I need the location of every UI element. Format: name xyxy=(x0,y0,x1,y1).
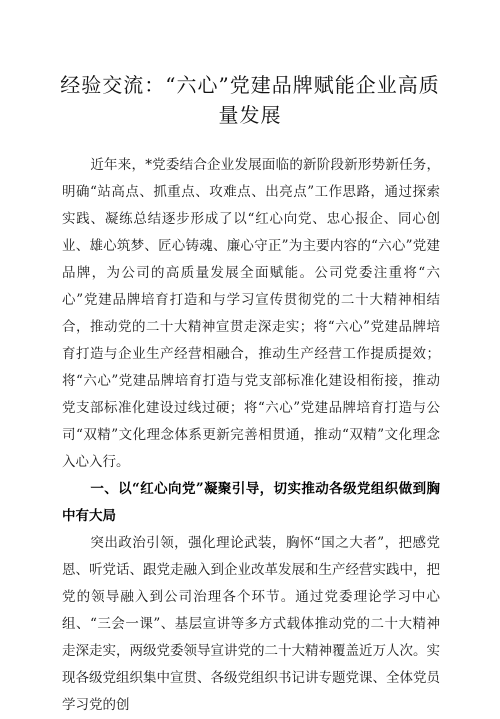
page-title: 经验交流：“六心”党建品牌赋能企业高质量发展 xyxy=(60,73,440,127)
body-paragraph: 近年来，*党委结合企业发展面临的新阶段新形势新任务，明确“站高点、抓重点、攻难点、出亮点”工作思路，通过探索实践、凝练总结逐步形成了以“红心向党、忠心报企、同心创业、雄心筑梦、匠心铸魂、廉心守正”为主要内容的“六心”党建品牌，为公司的高质量发展全面赋能。公司党委注重将“六心”党建品牌培育打造和与学习宣传贯彻党的二十大精神相结合，推动党的二十大精神宣贯走深走实；将“六心”党建品牌培育打造与企业生产经营相融合，推动生产经营工作提质提效；将“六心”党建品牌培育打造与党支部标准化建设相衔接，推动党支部标准化建设过线过硬；将“六心”党建品牌培育打造与公司“双精”文化理念体系更新完善相贯通，推动“双精”文化理念入心入行。 xyxy=(62,157,440,470)
section-heading: 一、以“红心向党”凝聚引导，切实推动各级党组织做到胸中有大局 xyxy=(62,481,440,524)
body-paragraph: 突出政治引领，强化理论武装，胸怀“国之大者”，把感党恩、听党话、跟党走融入到企业改革发展和生产经营实践中，把党的领导融入到公司治理各个环节。通过党委理论学习中心组、“三会一课”、基层宣讲等多方式载体推动党的二十大精神走深走实，两级党委领导宣讲党的二十大精神覆盖近万人次。实现各级党组织集中宣贯、各级党组织书记讲专题党课、全体党员学习党的创 xyxy=(62,535,440,713)
document-body xyxy=(62,152,440,719)
